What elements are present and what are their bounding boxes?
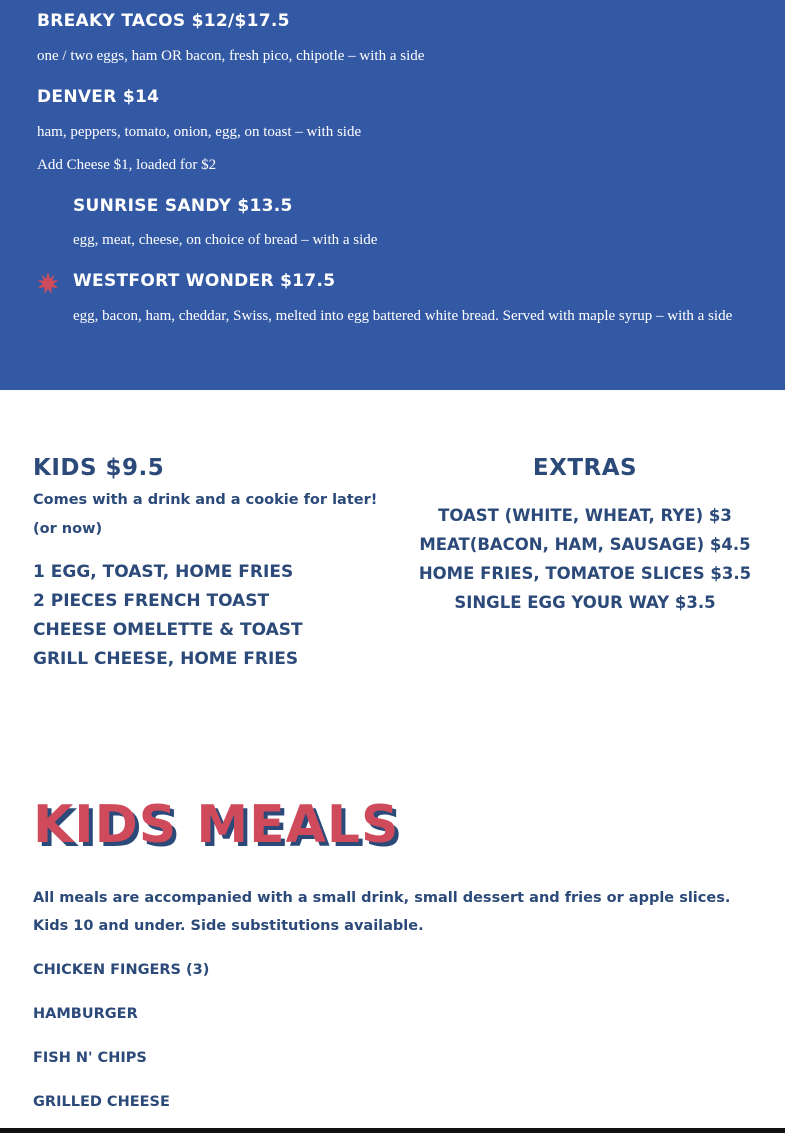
breaky-tacos-desc: one / two eggs, ham OR bacon, fresh pico, chipotle – with a side [37,48,425,64]
kids-meal-item: HAMBURGER [33,1006,138,1022]
extras-item: MEAT(BACON, HAM, SAUSAGE) $4.5 [419,535,751,554]
breakfast-section [0,0,785,390]
sunrise-sandy-title: SUNRISE SANDY $13.5 [73,196,293,216]
extras-item: HOME FRIES, TOMATOE SLICES $3.5 [418,564,752,583]
extras-section [395,450,775,617]
kids-meal-item: GRILLED CHEESE [33,1094,170,1110]
kids-item: GRILL CHEESE, HOME FRIES [33,649,299,669]
kids-subtitle-line1: Comes with a drink and a cookie for later! [33,492,378,508]
kids-item: CHEESE OMELETTE & TOAST [33,620,303,640]
kids-meals-heading: KIDS MEALS [33,795,400,855]
kids-meals-list [33,956,209,1132]
bottom-divider [0,1128,785,1133]
kids-meals-intro-line2: Kids 10 and under. Side substitutions available. [33,918,424,934]
westfort-wonder-desc: egg, bacon, ham, cheddar, Swiss, melted into egg battered white bread. Served with maple syrup – with a side [73,308,733,324]
extras-item: SINGLE EGG YOUR WAY $3.5 [454,593,716,612]
kids-item-list [33,558,393,674]
kids-item: 1 EGG, TOAST, HOME FRIES [33,562,294,582]
kids-meal-item: CHICKEN FINGERS (3) [33,962,210,978]
kids-menu-section [33,450,393,674]
kids-subtitle-line2: (or now) [33,521,103,537]
kids-title: KIDS $9.5 [33,455,165,481]
denver-addon: Add Cheese $1, loaded for $2 [37,157,217,173]
extras-item: TOAST (WHITE, WHEAT, RYE) $3 [438,506,732,525]
sunrise-sandy-desc: egg, meat, cheese, on choice of bread – with a side [73,232,378,248]
breaky-tacos-title: BREAKY TACOS $12/$17.5 [37,11,290,31]
westfort-wonder-title: WESTFORT WONDER $17.5 [73,271,336,291]
kids-meals-intro [33,884,773,940]
kids-meals-intro-line1: All meals are accompanied with a small drink, small dessert and fries or apple slices. [33,890,731,906]
denver-desc: ham, peppers, tomato, onion, egg, on toast – with side [37,124,362,140]
denver-title: DENVER $14 [37,87,160,107]
kids-item: 2 PIECES FRENCH TOAST [33,591,270,611]
extras-title: EXTRAS [532,455,638,481]
star-burst-icon [37,272,59,294]
kids-meal-item: FISH N' CHIPS [33,1050,147,1066]
extras-item-list [395,501,775,617]
